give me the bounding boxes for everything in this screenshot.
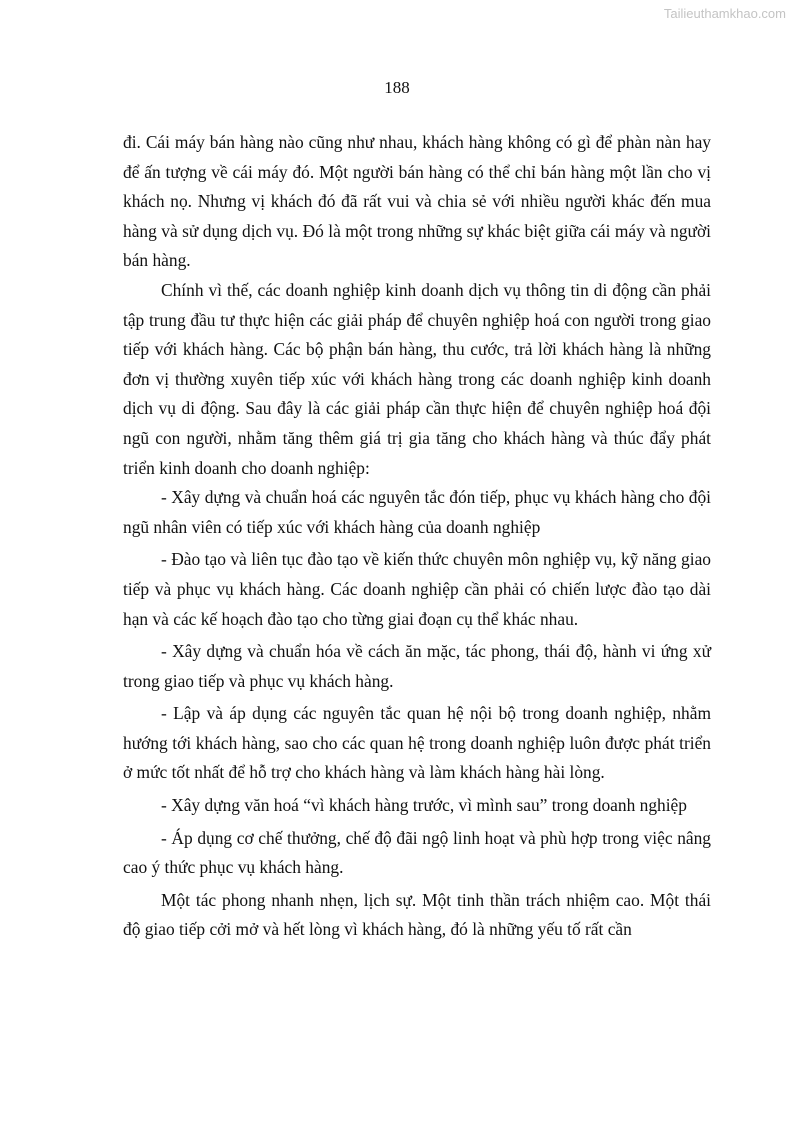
list-item: - Lập và áp dụng các nguyên tắc quan hệ nội bộ trong doanh nghiệp, nhằm hướng tới khách hàng, sao cho các quan hệ trong doanh nghiệp luôn được phát triển ở mức tốt nhất để hỗ trợ cho khách hàng và làm khách hàng hài lòng. [123,703,711,783]
list-item: - Xây dựng và chuẩn hóa về cách ăn mặc, tác phong, thái độ, hành vi ứng xử trong giao tiếp và phục vụ khách hàng. [123,641,711,691]
list-item: - Đào tạo và liên tục đào tạo về kiến thức chuyên môn nghiệp vụ, kỹ năng giao tiếp và phục vụ khách hàng. Các doanh nghiệp cần phải có chiến lược đào tạo dài hạn và các kế hoạch đào tạo cho từng giai đoạn cụ thể khác nhau. [123,549,711,629]
page-number: 188 [384,78,410,97]
watermark-text: Tailieuthamkhao.com [663,6,786,21]
paragraph: đi. Cái máy bán hàng nào cũng như nhau, khách hàng không có gì để phàn nàn hay để ấn tượng về cái máy đó. Một người bán hàng có thể chỉ bán hàng một lần cho vị khách nọ. Nhưng vị khách đó đã rất vui và chia sẻ với nhiều người khác đến mua hàng và sử dụng dịch vụ. Đó là một trong những sự khác biệt giữa cái máy và người bán hàng. [123,132,711,271]
list-item: - Xây dựng văn hoá “vì khách hàng trước, vì mình sau” trong doanh nghiệp [161,795,687,816]
list-item: - Áp dụng cơ chế thưởng, chế độ đãi ngộ linh hoạt và phù hợp trong việc nâng cao ý thức phục vụ khách hàng. [123,827,711,878]
paragraph: Chính vì thế, các doanh nghiệp kinh doanh dịch vụ thông tin di động cần phải tập trung đầu tư thực hiện các giải pháp để chuyên nghiệp hoá con người trong giao tiếp với khách hàng. Các bộ phận bán hàng, thu cước, trả lời khách hàng là những đơn vị thường xuyên tiếp xúc với khách hàng trong các doanh nghiệp kinh doanh dịch vụ di động. Sau đây là các giải pháp cần thực hiện để chuyên nghiệp hoá đội ngũ con người, nhằm tăng thêm giá trị gia tăng cho khách hàng và thúc đẩy phát triển kinh doanh cho doanh nghiệp: [123,279,711,478]
list-item: - Xây dựng và chuẩn hoá các nguyên tắc đón tiếp, phục vụ khách hàng cho đội ngũ nhân viên có tiếp xúc với khách hàng của doanh nghiệp [123,487,711,537]
paragraph: Một tác phong nhanh nhẹn, lịch sự. Một tinh thần trách nhiệm cao. Một thái độ giao tiếp cởi mở và hết lòng vì khách hàng, đó là những yếu tố rất cần [123,889,711,940]
document-body [123,128,711,945]
